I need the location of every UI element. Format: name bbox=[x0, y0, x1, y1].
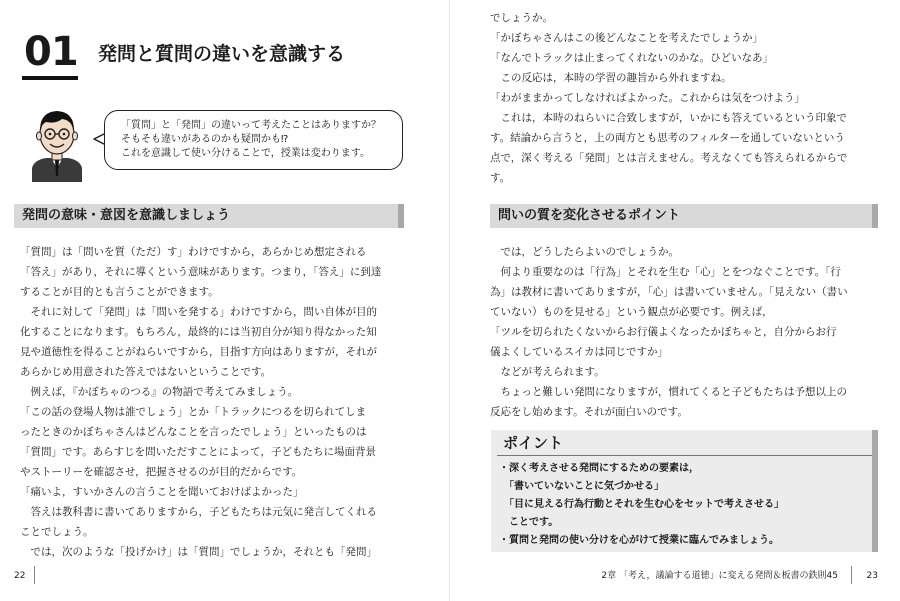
text-line: 「痛いよ，すいかさんの言うことを聞いておけばよかった」 bbox=[20, 486, 304, 498]
text-line: それに対して「発問」は「問いを発する」わけですから，問い自体が目的 bbox=[20, 306, 377, 318]
text-line: 「この話の登場人物は誰でしょう」とか「トラックにつるを切られてしま bbox=[20, 406, 367, 418]
point-line: ・質問と発問の使い分けを心がけて授業に臨んでみましょう。 bbox=[499, 535, 779, 546]
point-line: ・深く考えさせる発問にするための要素は， bbox=[499, 463, 699, 474]
section-heading-meaning bbox=[14, 204, 404, 228]
text-line: す。 bbox=[490, 172, 511, 184]
point-box-stripe bbox=[872, 430, 878, 552]
left-page-number: 22 bbox=[14, 571, 26, 581]
text-line: 点で，深く考える「発問」とは言えません。考えなくても答えられるからで bbox=[490, 152, 848, 164]
right-body-text bbox=[490, 242, 848, 422]
running-head: 2章 「考え，議論する道徳」に変える発問＆板書の鉄則45 bbox=[601, 571, 838, 581]
text-line: 「質問」です。あらすじを問いただすことによって，子どもたちに場面背景 bbox=[20, 446, 376, 458]
section-heading-quality bbox=[490, 204, 878, 228]
point-title-rule bbox=[497, 455, 872, 456]
text-line: では，次のような「投げかけ」は「質問」でしょうか，それとも「発問」 bbox=[20, 546, 377, 558]
text-line: 儀よくしているスイカは同じですか」 bbox=[490, 346, 668, 358]
text-line: 「質問」は「問いを質（ただ）す」わけですから，あらかじめ想定される bbox=[20, 246, 367, 258]
text-line: 見や道徳性を得ることがねらいですから，目指す方向はありますが，それが bbox=[20, 346, 377, 358]
point-title: ポイント bbox=[503, 434, 564, 452]
text-line: 例えば，『かぼちゃのつる』の物語で考えてみましょう。 bbox=[20, 386, 299, 398]
text-line: 「かぼちゃさんはこの後どんなことを考えたでしょうか」 bbox=[490, 32, 763, 44]
text-line: でしょうか。 bbox=[490, 12, 553, 24]
heading-stripe bbox=[872, 204, 878, 228]
text-line: 為」は教材に書いてありますが，「心」は書いていません。「見えない（書い bbox=[490, 286, 848, 298]
text-line: 「わがままかってしなければよかった。これからは気をつけよう」 bbox=[490, 92, 805, 104]
text-line: す。結論から言うと，上の両方とも思考のフィルターを通していないという bbox=[490, 132, 845, 144]
text-line: この反応は，本時の学習の趣旨から外れますね。 bbox=[490, 72, 732, 84]
speech-bubble bbox=[104, 110, 403, 170]
text-line: では，どうしたらよいのでしょうか。 bbox=[490, 246, 679, 258]
text-line: ちょっと難しい発問になりますが，慣れてくると子どもたちは予想以上の bbox=[490, 386, 847, 398]
chapter-number: 01 bbox=[24, 29, 78, 75]
bubble-line: 「質問」と「発問」の違いって考えたことはありますか？ bbox=[121, 120, 381, 131]
text-line: やストーリーを確認させ，把握させるのが目的だからです。 bbox=[20, 466, 303, 478]
text-line: ていない）ものを見せる」という観点が必要です。例えば， bbox=[490, 306, 773, 318]
chapter-number-underline bbox=[22, 76, 78, 80]
point-line: 「書いていないことに気づかせる」 bbox=[499, 481, 664, 492]
section-heading-text: 発問の意味・意図を意識しましょう bbox=[22, 208, 231, 223]
text-line: ったときのかぼちゃさんはどんなことを言ったでしょう」といったものは bbox=[20, 426, 367, 438]
text-line: 答えは教科書に書いてありますから，子どもたちは元気に発言してくれる bbox=[20, 506, 377, 518]
footer-divider bbox=[851, 566, 852, 584]
right-page-number: 23 bbox=[866, 571, 878, 581]
heading-stripe bbox=[398, 204, 404, 228]
chapter-title: 発問と質問の違いを意識する bbox=[98, 43, 346, 65]
bubble-line: そもそも違いがあるのかも疑問かも⁉ bbox=[121, 134, 289, 145]
text-line: することが目的とも言うことができます。 bbox=[20, 286, 219, 298]
text-line: 「ツルを切られたくないからお行儀よくなったかぼちゃと，自分からお行 bbox=[490, 326, 837, 338]
text-line: これは，本時のねらいに合致しますが，いかにも答えているという印象で bbox=[490, 112, 847, 124]
text-line: 反応をし始めます。それが面白いのです。 bbox=[490, 406, 688, 418]
text-line: 化することになります。もちろん，最終的には当初自分が知り得なかった知 bbox=[20, 326, 377, 338]
text-line: あらかじめ用意された答えではないということです。 bbox=[20, 366, 272, 378]
text-line: 何より重要なのは「行為」とそれを生む「心」とをつなぐことです。「行 bbox=[490, 266, 841, 278]
point-line: 「目に見える行為行動とそれを生む心をセットで考えさせる」 bbox=[499, 499, 784, 510]
point-box bbox=[491, 430, 878, 552]
section-heading-text: 問いの質を変化させるポイント bbox=[498, 208, 681, 223]
bubble-line: これを意識して使い分けることで，授業は変わります。 bbox=[121, 148, 370, 159]
text-line: などが考えられます。 bbox=[490, 366, 605, 378]
text-line: ことでしょう。 bbox=[20, 526, 94, 538]
text-line: 「なんでトラックは止まってくれないのかな。ひどいなあ」 bbox=[490, 52, 774, 64]
footer-divider bbox=[34, 566, 35, 584]
teacher-avatar-icon bbox=[26, 102, 88, 182]
right-continued-text bbox=[490, 8, 847, 188]
point-line: ことです。 bbox=[499, 517, 559, 528]
text-line: 「答え」があり，それに導くという意味があります。つまり，「答え」に到達 bbox=[20, 266, 382, 278]
left-body-text bbox=[20, 242, 381, 562]
